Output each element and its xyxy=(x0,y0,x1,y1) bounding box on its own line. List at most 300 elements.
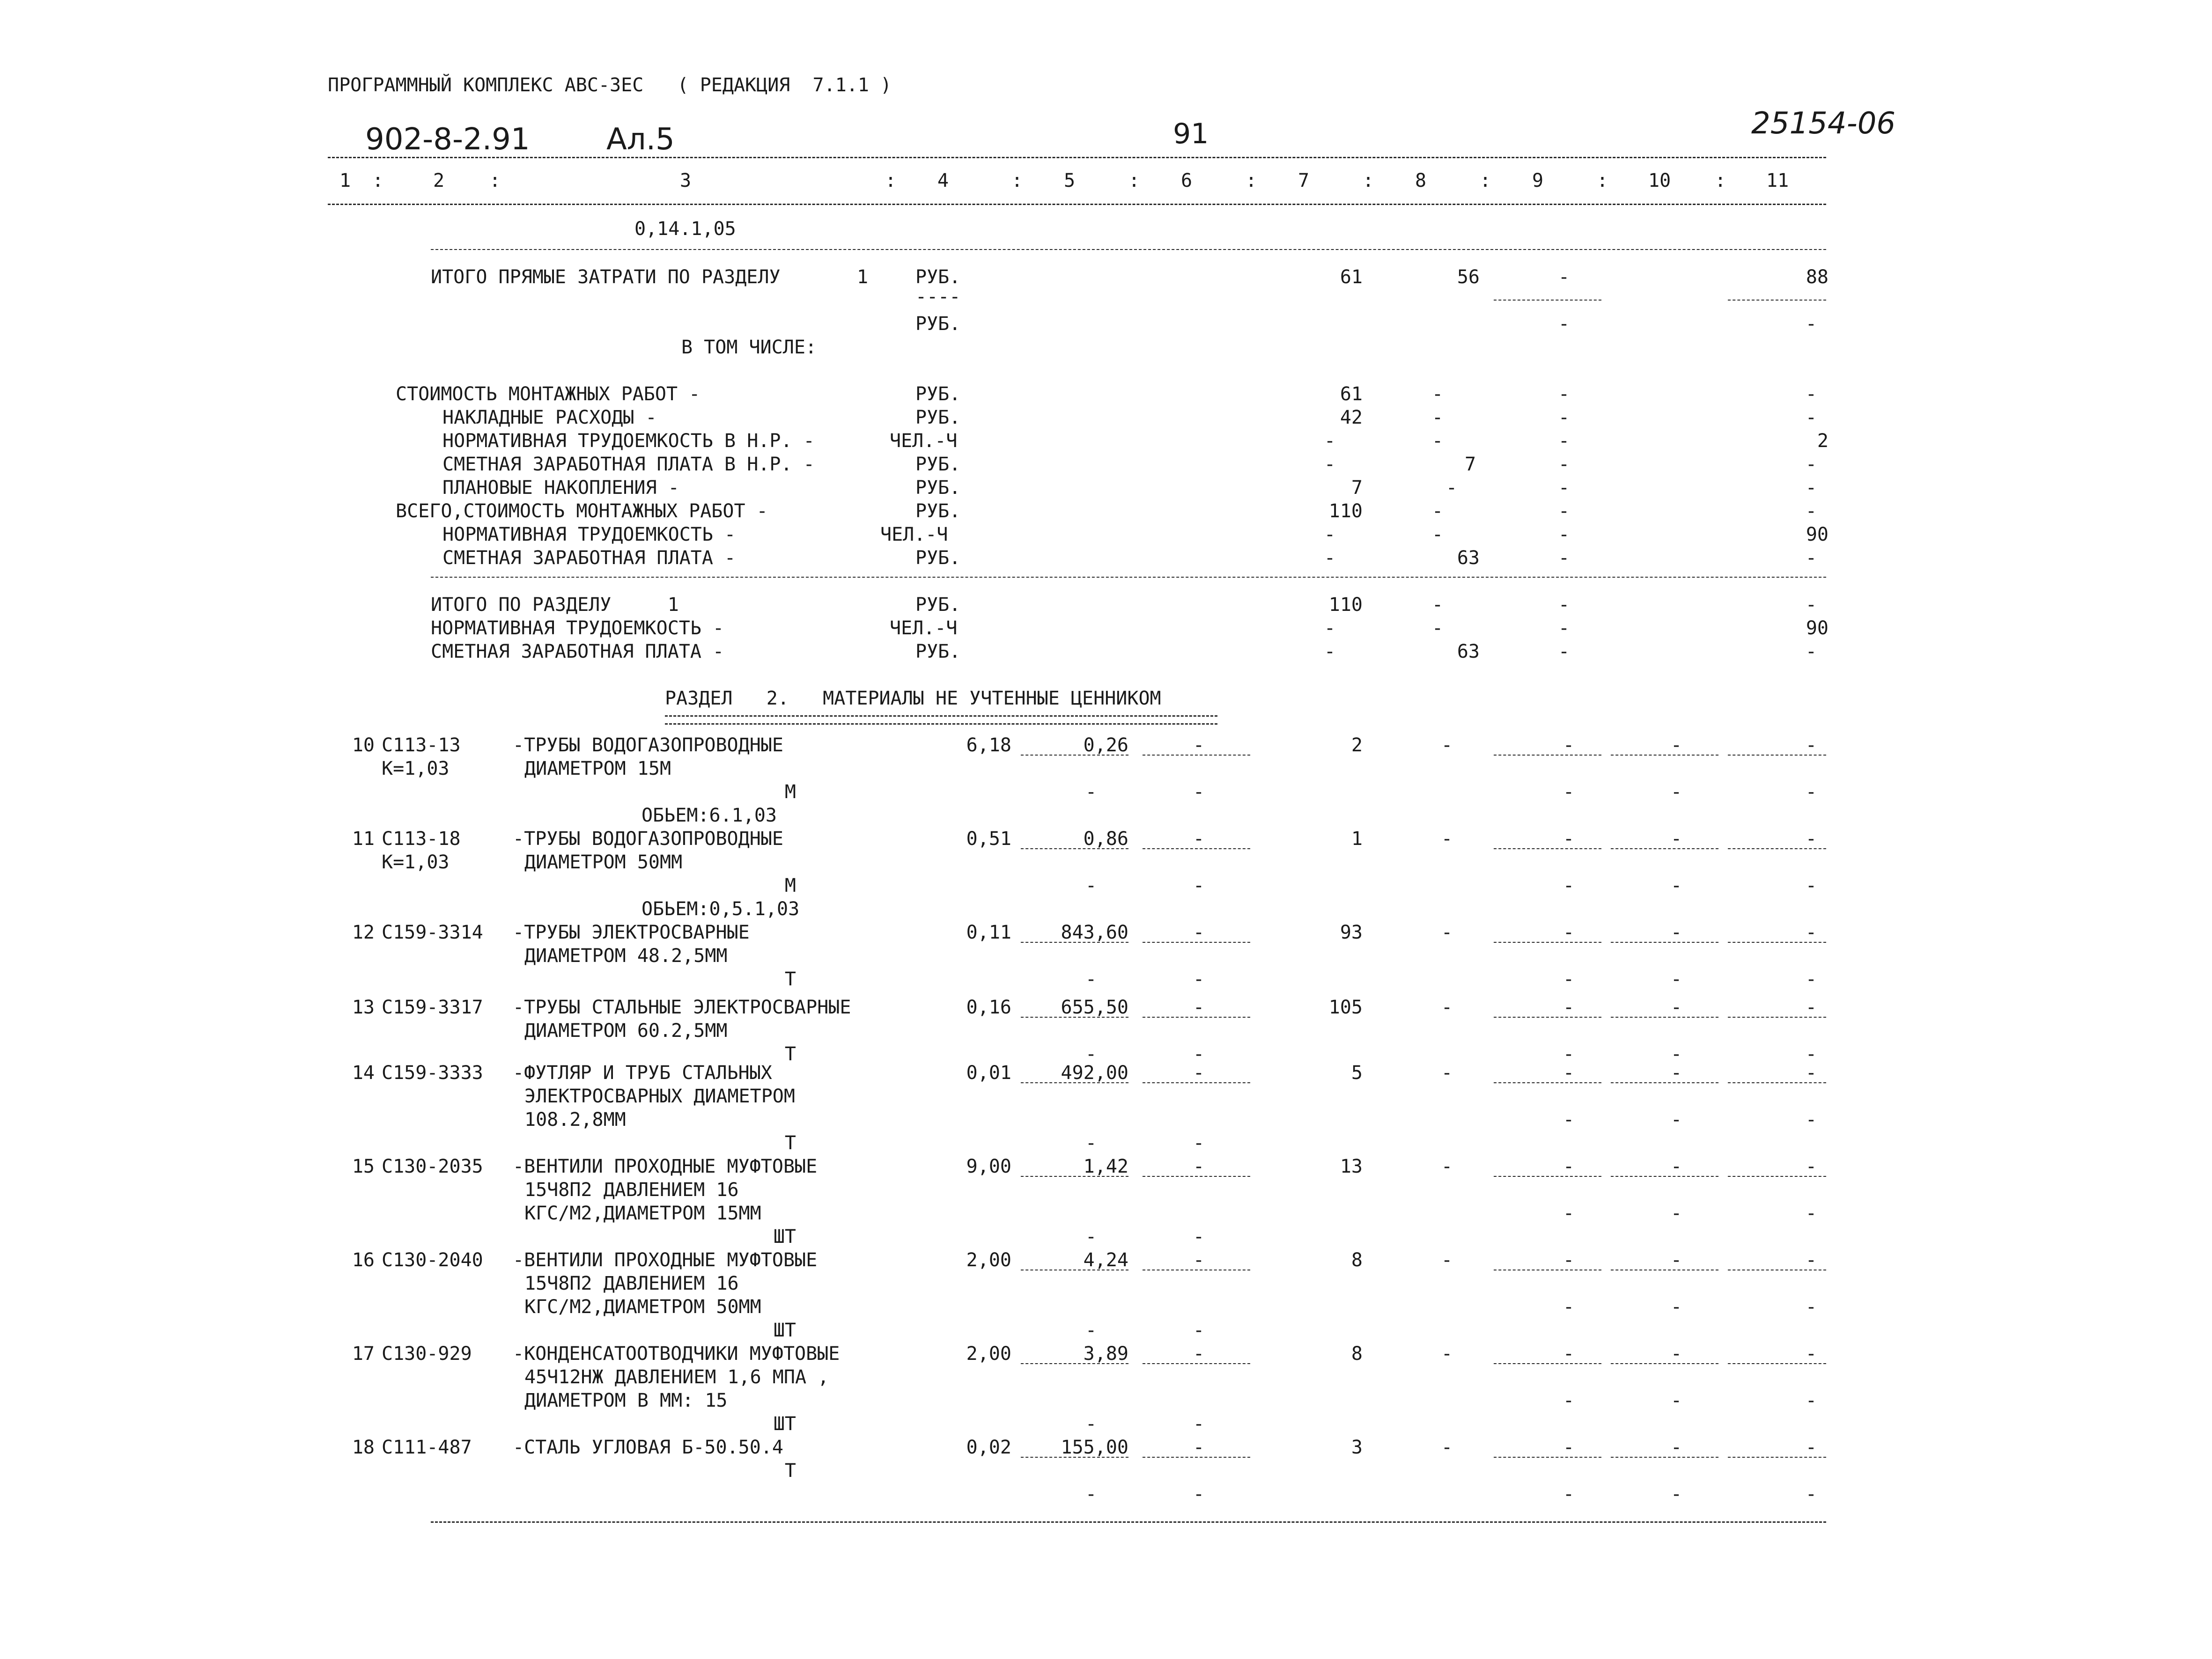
item-description: ДИАМЕТРОМ 15М xyxy=(524,758,671,779)
column-separator: : xyxy=(1480,170,1491,191)
item-description: -ВЕНТИЛИ ПРОХОДНЫЕ МУФТОВЫЕ xyxy=(513,1249,818,1271)
sub-cell-c6: - xyxy=(1193,1483,1205,1505)
column-number: 5 xyxy=(1064,170,1076,191)
column-separator: : xyxy=(1597,170,1608,191)
cell-c9: - xyxy=(1563,997,1575,1018)
sub-cell-c5: - xyxy=(1085,1226,1097,1248)
page-number: 91 xyxy=(1173,117,1209,150)
cell-c9: - xyxy=(1558,266,1570,288)
row-label: СМЕТНАЯ ЗАРАБОТНАЯ ПЛАТА - xyxy=(431,641,724,662)
cell-c11: - xyxy=(1805,641,1817,662)
item-code: С130-2040 xyxy=(382,1249,483,1271)
cell-c9: - xyxy=(1558,313,1570,335)
sub-cell-c9: - xyxy=(1563,969,1575,990)
item-description: ДИАМЕТРОМ 50ММ xyxy=(524,852,683,873)
column-separator: : xyxy=(1128,170,1140,191)
cell-c7: 8 xyxy=(1351,1249,1363,1271)
cell-c7: 61 xyxy=(1340,383,1363,405)
sub-cell-c5: - xyxy=(1085,1043,1097,1065)
cell-c9: - xyxy=(1563,1343,1575,1365)
rule xyxy=(1021,942,1128,943)
inventory-number: 25154-06 xyxy=(1751,106,1896,141)
cell-c10: - xyxy=(1670,1343,1682,1365)
item-unit: М xyxy=(784,781,796,803)
cell-c7: 8 xyxy=(1351,1343,1363,1365)
cell-c10: - xyxy=(1670,1062,1682,1084)
cell-c11: - xyxy=(1805,594,1817,616)
rule xyxy=(431,249,1826,250)
cell-c7: - xyxy=(1324,641,1336,662)
cell-c6: - xyxy=(1193,734,1205,756)
cell-c11: - xyxy=(1805,997,1817,1018)
sub-cell-c10: - xyxy=(1670,781,1682,803)
unit: РУБ. xyxy=(915,477,961,499)
cell-c7: - xyxy=(1324,547,1336,569)
table-bottom-rule xyxy=(431,1521,1826,1523)
sub-cell-c9: - xyxy=(1563,781,1575,803)
cell-c7: 5 xyxy=(1351,1062,1363,1084)
item-volume: ОБЬЕМ:0,5.1,03 xyxy=(641,898,800,920)
rule xyxy=(1728,300,1826,301)
item-description: КГС/М2,ДИАМЕТРОМ 15ММ xyxy=(524,1203,761,1224)
cell-c10: - xyxy=(1670,1249,1682,1271)
rule xyxy=(1494,848,1601,849)
rule xyxy=(1611,942,1718,943)
cell-c9: - xyxy=(1563,1249,1575,1271)
item-code: С113-13 xyxy=(382,734,461,756)
cell-c8: - xyxy=(1441,1437,1453,1458)
item-code: С130-929 xyxy=(382,1343,472,1365)
sub-cell-c5: - xyxy=(1085,1132,1097,1154)
rule xyxy=(1143,1363,1250,1364)
rule xyxy=(1494,942,1601,943)
cell-c9: - xyxy=(1563,1062,1575,1084)
cell-c8: - xyxy=(1441,1062,1453,1084)
row-label: НОРМАТИВНАЯ ТРУДОЕМКОСТЬ В Н.Р. - xyxy=(442,430,815,452)
rule xyxy=(1494,1176,1601,1177)
cell-c11: - xyxy=(1805,922,1817,943)
item-description: 15Ч8П2 ДАВЛЕНИЕМ 16 xyxy=(524,1273,739,1294)
cell-c10: - xyxy=(1670,922,1682,943)
item-number: 11 xyxy=(352,828,375,850)
cell-c5: 4,24 xyxy=(1083,1249,1128,1271)
sub-cell-c9: - xyxy=(1563,1203,1575,1224)
unit: РУБ. xyxy=(915,313,961,335)
item-description: -ТРУБЫ ЭЛЕКТРОСВАРНЫЕ xyxy=(513,922,750,943)
row-label: СМЕТНАЯ ЗАРАБОТНАЯ ПЛАТА В Н.Р. - xyxy=(442,454,815,475)
cell-c5: 155,00 xyxy=(1061,1437,1128,1458)
cell-c6: - xyxy=(1193,1343,1205,1365)
rule xyxy=(1494,1457,1601,1458)
column-number: 8 xyxy=(1415,170,1427,191)
rule xyxy=(1021,1457,1128,1458)
rule xyxy=(1494,755,1601,756)
item-description: 45Ч12НЖ ДАВЛЕНИЕМ 1,6 МПА , xyxy=(524,1366,829,1388)
item-number: 17 xyxy=(352,1343,375,1365)
cell-c9: - xyxy=(1558,454,1570,475)
unit: РУБ. xyxy=(915,454,961,475)
row-label: НАКЛАДНЫЕ РАСХОДЫ - xyxy=(442,407,657,428)
cell-c11: - xyxy=(1805,1062,1817,1084)
rule xyxy=(1494,1363,1601,1364)
cell-c11: - xyxy=(1805,313,1817,335)
rule xyxy=(1611,1017,1718,1018)
item-coefficient: К=1,03 xyxy=(382,852,450,873)
cell-c8: - xyxy=(1431,594,1444,616)
cell-c7: 93 xyxy=(1340,922,1363,943)
rule xyxy=(431,577,1826,578)
cell-c8: - xyxy=(1431,383,1444,405)
unit: ЧЕЛ.-Ч xyxy=(880,524,948,545)
cell-c8: - xyxy=(1431,524,1444,545)
column-number: 11 xyxy=(1766,170,1789,191)
sub-cell-c11: - xyxy=(1805,875,1817,896)
unit: РУБ. xyxy=(915,407,961,428)
cell-c6: - xyxy=(1193,828,1205,850)
cell-c8: - xyxy=(1441,828,1453,850)
item-description: -ВЕНТИЛИ ПРОХОДНЫЕ МУФТОВЫЕ xyxy=(513,1156,818,1177)
item-description: 108.2,8ММ xyxy=(524,1109,626,1130)
sub-cell-c10: - xyxy=(1670,969,1682,990)
cell-c9: - xyxy=(1563,734,1575,756)
sub-cell-c11: - xyxy=(1805,1043,1817,1065)
rule xyxy=(1021,1082,1128,1083)
cell-c7: 1 xyxy=(1351,828,1363,850)
column-separator: : xyxy=(1246,170,1257,191)
cell-c7: 2 xyxy=(1351,734,1363,756)
sub-cell-c10: - xyxy=(1670,1390,1682,1411)
cell-c9: - xyxy=(1558,383,1570,405)
cell-c5: 0,26 xyxy=(1083,734,1128,756)
cell-c7: 110 xyxy=(1328,500,1363,522)
column-separator: : xyxy=(1715,170,1726,191)
rule xyxy=(1728,1082,1826,1083)
item-number: 14 xyxy=(352,1062,375,1084)
column-number: 6 xyxy=(1181,170,1193,191)
header-rule-bottom xyxy=(328,204,1826,205)
cell-c11: - xyxy=(1805,500,1817,522)
rule xyxy=(1611,1457,1718,1458)
sub-cell-c11: - xyxy=(1805,1483,1817,1505)
item-number: 13 xyxy=(352,997,375,1018)
row-label: ИТОГО ПРЯМЫЕ ЗАТРАТИ ПО РАЗДЕЛУ xyxy=(431,266,781,288)
sub-cell-c6: - xyxy=(1193,875,1205,896)
cell-c11: - xyxy=(1805,1437,1817,1458)
row-label: НОРМАТИВНАЯ ТРУДОЕМКОСТЬ - xyxy=(442,524,736,545)
item-code: С113-18 xyxy=(382,828,461,850)
rule xyxy=(1143,755,1250,756)
unit: РУБ. xyxy=(915,547,961,569)
column-separator: : xyxy=(1363,170,1374,191)
cell-c5: 843,60 xyxy=(1061,922,1128,943)
column-separator: : xyxy=(372,170,384,191)
rule xyxy=(1728,1363,1826,1364)
unit: РУБ. xyxy=(915,641,961,662)
sub-cell-c11: - xyxy=(1805,1109,1817,1130)
cell-c7: 42 xyxy=(1340,407,1363,428)
column-separator: : xyxy=(885,170,897,191)
cell-c8: - xyxy=(1441,1343,1453,1365)
rule xyxy=(1728,1017,1826,1018)
item-description: -СТАЛЬ УГЛОВАЯ Б-50.50.4 xyxy=(513,1437,783,1458)
section-title-underline xyxy=(665,715,1217,725)
cell-c9: - xyxy=(1558,524,1570,545)
cell-c5: 0,86 xyxy=(1083,828,1128,850)
unit-underline: ---- xyxy=(915,286,961,308)
rule xyxy=(1021,848,1128,849)
cell-c4: 0,51 xyxy=(966,828,1011,850)
cell-c8: 63 xyxy=(1457,547,1480,569)
document-code: 902-8-2.91 xyxy=(365,122,530,157)
unit: ЧЕЛ.-Ч xyxy=(890,430,958,452)
rule xyxy=(1021,755,1128,756)
cell-c10: - xyxy=(1670,1437,1682,1458)
item-description: -ТРУБЫ ВОДОГАЗОПРОВОДНЫЕ xyxy=(513,734,783,756)
sub-cell-c6: - xyxy=(1193,969,1205,990)
unit: РУБ. xyxy=(915,383,961,405)
cell-c5: 3,89 xyxy=(1083,1343,1128,1365)
sub-cell-c10: - xyxy=(1670,1043,1682,1065)
cell-c7: - xyxy=(1324,617,1336,639)
cell-c9: - xyxy=(1558,477,1570,499)
cell-c8: 56 xyxy=(1457,266,1480,288)
cell-c11: 2 xyxy=(1817,430,1829,452)
sub-cell-c6: - xyxy=(1193,1043,1205,1065)
cell-c6: - xyxy=(1193,1062,1205,1084)
item-number: 18 xyxy=(352,1437,375,1458)
sub-cell-c10: - xyxy=(1670,1203,1682,1224)
unit: ЧЕЛ.-Ч xyxy=(890,617,958,639)
cell-c11: - xyxy=(1805,1156,1817,1177)
sub-cell-c6: - xyxy=(1193,1132,1205,1154)
sub-cell-c10: - xyxy=(1670,1296,1682,1318)
sub-cell-c6: - xyxy=(1193,1226,1205,1248)
item-code: С159-3333 xyxy=(382,1062,483,1084)
sub-cell-c11: - xyxy=(1805,969,1817,990)
row-label: СТОИМОСТЬ МОНТАЖНЫХ РАБОТ - xyxy=(396,383,700,405)
column-number: 10 xyxy=(1648,170,1671,191)
sub-cell-c9: - xyxy=(1563,1483,1575,1505)
cell-c5: 1,42 xyxy=(1083,1156,1128,1177)
cell-c11: - xyxy=(1805,547,1817,569)
cell-c7: 7 xyxy=(1351,477,1363,499)
sub-cell-c11: - xyxy=(1805,1296,1817,1318)
cell-c10: - xyxy=(1670,997,1682,1018)
cell-c7: - xyxy=(1324,454,1336,475)
cell-c4: 0,02 xyxy=(966,1437,1011,1458)
cell-c6: - xyxy=(1193,922,1205,943)
column-separator: : xyxy=(1011,170,1023,191)
cell-c4: 6,18 xyxy=(966,734,1011,756)
rule xyxy=(1728,942,1826,943)
sub-cell-c11: - xyxy=(1805,1203,1817,1224)
sub-cell-c10: - xyxy=(1670,1109,1682,1130)
cell-c4: 2,00 xyxy=(966,1249,1011,1271)
rule xyxy=(1494,300,1601,301)
item-number: 16 xyxy=(352,1249,375,1271)
cell-c7: 3 xyxy=(1351,1437,1363,1458)
cell-c9: - xyxy=(1563,828,1575,850)
cell-c8: - xyxy=(1441,922,1453,943)
sub-cell-c6: - xyxy=(1193,1320,1205,1341)
cell-c11: - xyxy=(1805,383,1817,405)
row-label: НОРМАТИВНАЯ ТРУДОЕМКОСТЬ - xyxy=(431,617,724,639)
cell-c6: - xyxy=(1193,1249,1205,1271)
rule xyxy=(1143,1017,1250,1018)
sub-cell-c6: - xyxy=(1193,781,1205,803)
sub-cell-c9: - xyxy=(1563,1109,1575,1130)
item-unit: ШТ xyxy=(773,1226,796,1248)
item-description: ДИАМЕТРОМ 60.2,5ММ xyxy=(524,1020,728,1042)
cell-c6: - xyxy=(1193,1156,1205,1177)
section-number: 1 xyxy=(857,266,869,288)
column-number: 2 xyxy=(433,170,445,191)
item-volume: ОБЬЕМ:6.1,03 xyxy=(641,805,777,826)
cell-c11: - xyxy=(1805,454,1817,475)
sub-cell-c9: - xyxy=(1563,1296,1575,1318)
cell-c9: - xyxy=(1563,1437,1575,1458)
column-number: 3 xyxy=(680,170,692,191)
cell-c4: 2,00 xyxy=(966,1343,1011,1365)
rule xyxy=(1143,942,1250,943)
sub-cell-c6: - xyxy=(1193,1413,1205,1435)
cell-c6: - xyxy=(1193,997,1205,1018)
item-description: ЭЛЕКТРОСВАРНЫХ ДИАМЕТРОМ xyxy=(524,1086,795,1107)
item-unit: Т xyxy=(784,1132,796,1154)
cell-c8: - xyxy=(1431,430,1444,452)
column-number: 1 xyxy=(339,170,351,191)
including-label: В ТОМ ЧИСЛЕ: xyxy=(681,337,817,358)
section-title: РАЗДЕЛ 2. МАТЕРИАЛЫ НЕ УЧТЕННЫЕ ЦЕННИКОМ xyxy=(665,688,1161,709)
item-number: 15 xyxy=(352,1156,375,1177)
rule xyxy=(1021,1017,1128,1018)
cell-c7: 61 xyxy=(1340,266,1363,288)
album-number: Ал.5 xyxy=(606,122,675,157)
cell-c7: - xyxy=(1324,430,1336,452)
cell-c9: - xyxy=(1558,547,1570,569)
sub-cell-c11: - xyxy=(1805,1390,1817,1411)
sub-cell-c9: - xyxy=(1563,1390,1575,1411)
cell-c8: - xyxy=(1445,477,1458,499)
sub-cell-c5: - xyxy=(1085,969,1097,990)
item-unit: ШТ xyxy=(773,1413,796,1435)
cell-c10: - xyxy=(1670,1156,1682,1177)
item-unit: Т xyxy=(784,1043,796,1065)
cell-c4: 0,16 xyxy=(966,997,1011,1018)
item-code: С130-2035 xyxy=(382,1156,483,1177)
rule xyxy=(1728,848,1826,849)
item-code: С111-487 xyxy=(382,1437,472,1458)
cell-c11: - xyxy=(1805,828,1817,850)
rule xyxy=(1143,1457,1250,1458)
rule xyxy=(1728,755,1826,756)
sub-cell-c10: - xyxy=(1670,1483,1682,1505)
rule xyxy=(1728,1176,1826,1177)
subheader-code: 0,14.1,05 xyxy=(634,218,736,240)
sub-cell-c11: - xyxy=(1805,781,1817,803)
item-description: -КОНДЕНСАТООТВОДЧИКИ МУФТОВЫЕ xyxy=(513,1343,840,1365)
column-number: 7 xyxy=(1298,170,1310,191)
cell-c11: - xyxy=(1805,477,1817,499)
cell-c10: - xyxy=(1670,734,1682,756)
rule xyxy=(1611,1082,1718,1083)
column-number: 4 xyxy=(937,170,949,191)
cell-c7: 13 xyxy=(1340,1156,1363,1177)
row-label: СМЕТНАЯ ЗАРАБОТНАЯ ПЛАТА - xyxy=(442,547,736,569)
cell-c9: - xyxy=(1558,617,1570,639)
row-label: ПЛАНОВЫЕ НАКОПЛЕНИЯ - xyxy=(442,477,679,499)
cell-c7: 105 xyxy=(1328,997,1363,1018)
header-rule-top xyxy=(328,157,1826,158)
cell-c5: 655,50 xyxy=(1061,997,1128,1018)
item-unit: Т xyxy=(784,969,796,990)
sub-cell-c10: - xyxy=(1670,875,1682,896)
unit: РУБ. xyxy=(915,594,961,616)
cell-c11: 90 xyxy=(1806,617,1829,639)
cell-c4: 0,11 xyxy=(966,922,1011,943)
item-code: С159-3317 xyxy=(382,997,483,1018)
cell-c7: 110 xyxy=(1328,594,1363,616)
item-unit: ШТ xyxy=(773,1320,796,1341)
item-unit: М xyxy=(784,875,796,896)
cell-c11: 90 xyxy=(1806,524,1829,545)
rule xyxy=(1143,1082,1250,1083)
row-label: ИТОГО ПО РАЗДЕЛУ 1 xyxy=(431,594,679,616)
cell-c11: 88 xyxy=(1806,266,1829,288)
cell-c8: 7 xyxy=(1464,454,1476,475)
item-code: С159-3314 xyxy=(382,922,483,943)
cell-c11: - xyxy=(1805,1249,1817,1271)
cell-c9: - xyxy=(1558,407,1570,428)
cell-c7: - xyxy=(1324,524,1336,545)
cell-c5: 492,00 xyxy=(1061,1062,1128,1084)
cell-c9: - xyxy=(1558,430,1570,452)
item-description: 15Ч8П2 ДАВЛЕНИЕМ 16 xyxy=(524,1179,739,1201)
rule xyxy=(1494,1017,1601,1018)
item-unit: Т xyxy=(784,1460,796,1482)
cell-c8: - xyxy=(1441,997,1453,1018)
sub-cell-c5: - xyxy=(1085,781,1097,803)
rule xyxy=(1494,1082,1601,1083)
item-description: ДИАМЕТРОМ 48.2,5ММ xyxy=(524,945,728,967)
cell-c8: - xyxy=(1441,734,1453,756)
cell-c10: - xyxy=(1670,828,1682,850)
cell-c9: - xyxy=(1563,922,1575,943)
cell-c9: - xyxy=(1558,641,1570,662)
cell-c8: - xyxy=(1441,1249,1453,1271)
item-number: 10 xyxy=(352,734,375,756)
cell-c9: - xyxy=(1558,594,1570,616)
column-number: 9 xyxy=(1532,170,1544,191)
sub-cell-c9: - xyxy=(1563,875,1575,896)
rule xyxy=(1611,1363,1718,1364)
cell-c9: - xyxy=(1563,1156,1575,1177)
sub-cell-c5: - xyxy=(1085,1320,1097,1341)
rule xyxy=(1021,1176,1128,1177)
unit: РУБ. xyxy=(915,266,961,288)
row-label: ВСЕГО,СТОИМОСТЬ МОНТАЖНЫХ РАБОТ - xyxy=(396,500,768,522)
cell-c8: - xyxy=(1431,617,1444,639)
sub-cell-c5: - xyxy=(1085,875,1097,896)
cell-c4: 9,00 xyxy=(966,1156,1011,1177)
rule xyxy=(1143,1176,1250,1177)
sub-cell-c5: - xyxy=(1085,1483,1097,1505)
rule xyxy=(1611,848,1718,849)
item-description: -ТРУБЫ ВОДОГАЗОПРОВОДНЫЕ xyxy=(513,828,783,850)
item-coefficient: К=1,03 xyxy=(382,758,450,779)
sub-cell-c5: - xyxy=(1085,1413,1097,1435)
cell-c8: 63 xyxy=(1457,641,1480,662)
